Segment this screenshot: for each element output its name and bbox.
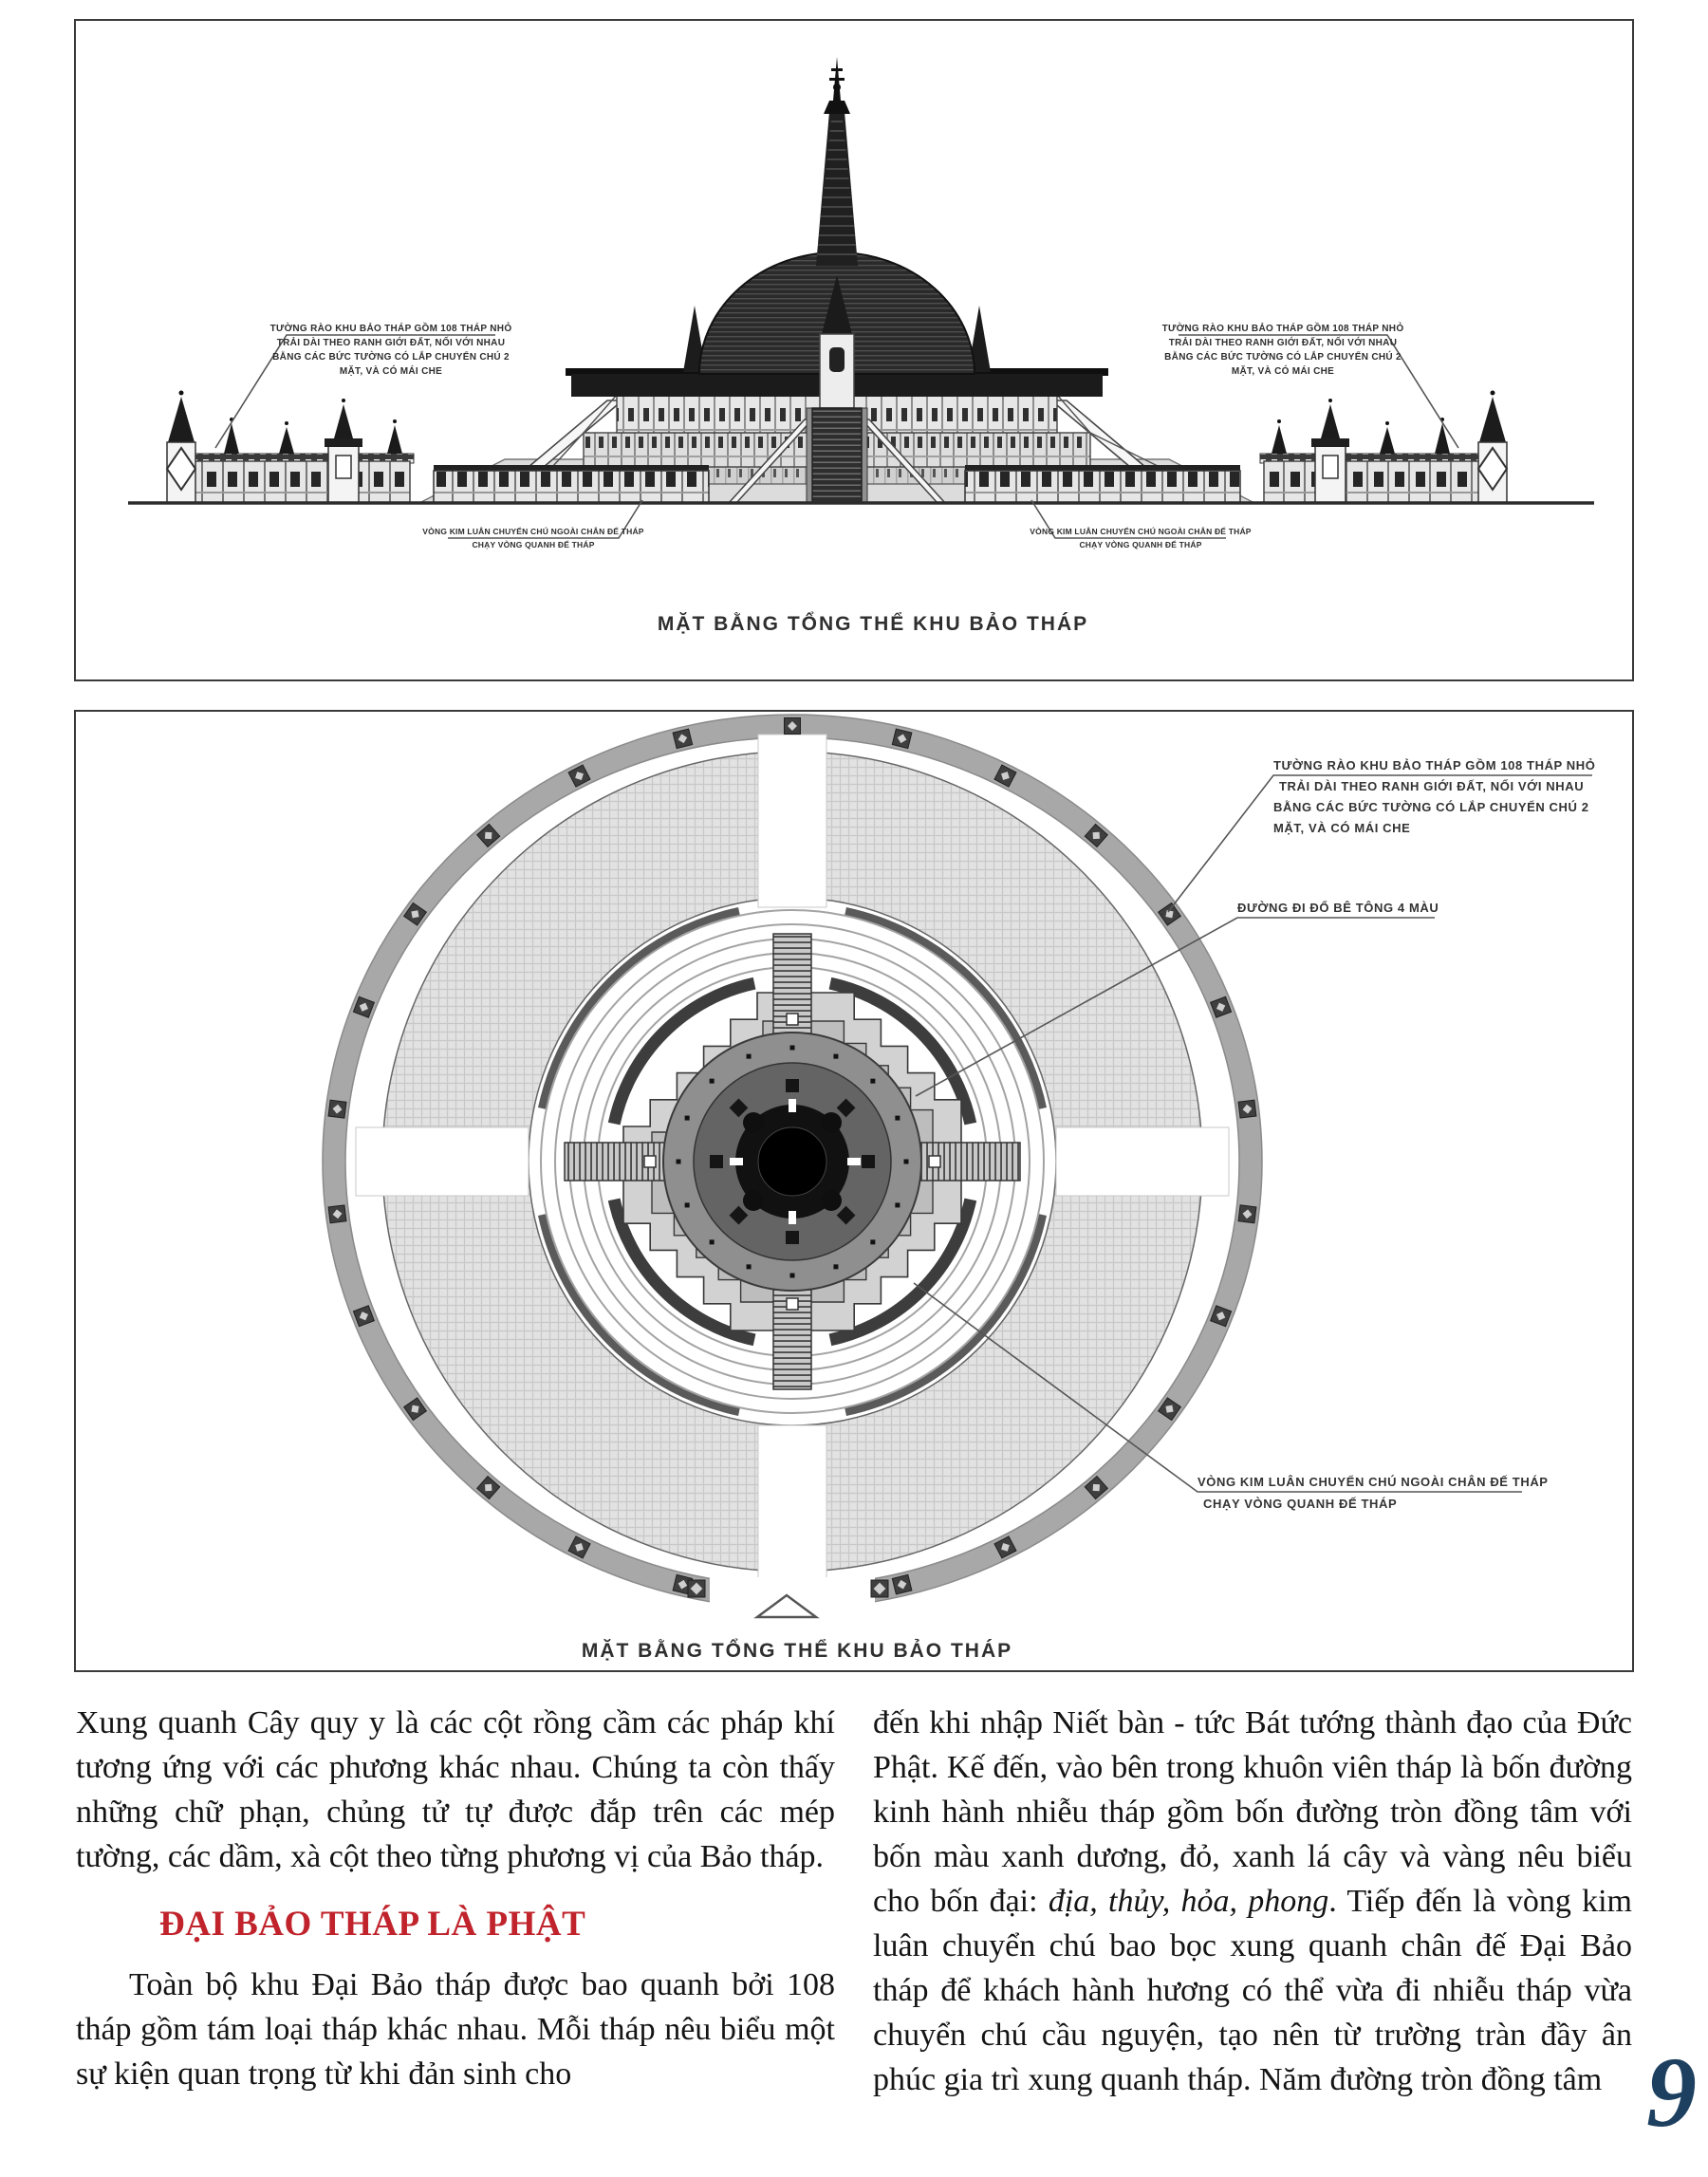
note-line: CHẠY VÒNG QUANH ĐẾ THÁP xyxy=(1203,1497,1398,1511)
north-walkway xyxy=(758,735,826,907)
right-text-column xyxy=(873,1701,1632,2102)
note-line: MẶT, VÀ CÓ MÁI CHE xyxy=(1231,366,1335,377)
note-line: TRẢI DÀI THEO RANH GIỚI ĐẤT, NỐI VỚI NHAU xyxy=(1168,338,1398,348)
paragraph xyxy=(873,1701,1632,2102)
fence-annotation-right xyxy=(1162,322,1458,448)
note-line: ĐƯỜNG ĐI ĐỔ BÊ TÔNG 4 MÀU xyxy=(1237,901,1439,915)
page-number: 9 xyxy=(1646,2037,1697,2148)
left-text-column xyxy=(76,1701,835,2096)
note-line: BẰNG CÁC BỨC TƯỜNG CÓ LẮP CHUYỂN CHÚ 2 xyxy=(1273,800,1589,814)
note-line: VÒNG KIM LUÂN CHUYỂN CHÚ NGOÀI CHÂN ĐẾ THÁP xyxy=(1030,527,1252,536)
plan-caption: MẶT BẰNG TỔNG THỂ KHU BẢO THÁP xyxy=(581,1640,1013,1662)
ring-annotation-left xyxy=(422,500,644,549)
paragraph: Xung quanh Cây quy y là các cột rồng cầm các pháp khí tương ứng với các phương khác nhau. Chúng ta còn thấy những chữ phạn, chủng tử tự được đắp trên các mép tường, các dầm, xà cột theo từng phương vị của Bảo tháp. xyxy=(76,1705,835,1874)
finial-orb xyxy=(833,84,841,91)
note-line: CHẠY VÒNG QUANH ĐẾ THÁP xyxy=(472,540,595,549)
note-line: MẶT, VÀ CÓ MÁI CHE xyxy=(1273,821,1411,835)
south-walkway xyxy=(758,1425,826,1598)
note-line: TRẢI DÀI THEO RANH GIỚI ĐẤT, NỐI VỚI NHAU xyxy=(276,338,506,348)
fence-annotation xyxy=(1168,758,1596,912)
note-line: TƯỜNG RÀO KHU BẢO THÁP GỒM 108 THÁP NHỎ xyxy=(1273,758,1596,772)
note-line: BẰNG CÁC BỨC TƯỜNG CÓ LẮP CHUYỂN CHÚ 2 xyxy=(272,352,510,363)
note-line: CHẠY VÒNG QUANH ĐẾ THÁP xyxy=(1079,540,1202,549)
italic-text-run: địa, thủy, hỏa, phong xyxy=(1048,1884,1329,1919)
paragraph: Toàn bộ khu Đại Bảo tháp được bao quanh bởi 108 tháp gồm tám loại tháp khác nhau. Mỗi tháp nêu biểu một sự kiện quan trọng từ khi đản sinh cho xyxy=(76,1967,835,2092)
note-line: MẶT, VÀ CÓ MÁI CHE xyxy=(339,366,443,377)
note-line: TƯỜNG RÀO KHU BẢO THÁP GỒM 108 THÁP NHỎ xyxy=(1161,324,1404,334)
section-heading: ĐẠI BẢO THÁP LÀ PHẬT xyxy=(159,1905,586,1944)
porch-niche xyxy=(829,347,845,372)
east-walkway xyxy=(1056,1127,1229,1196)
spire xyxy=(816,101,858,266)
note-line: TRẢI DÀI THEO RANH GIỚI ĐẤT, NỐI VỚI NHAU xyxy=(1279,779,1585,793)
fence-annotation-left xyxy=(215,322,511,448)
site-plan-figure xyxy=(74,710,1634,1672)
elevation-drawing xyxy=(76,21,1632,679)
note-line: TƯỜNG RÀO KHU BẢO THÁP GỒM 108 THÁP NHỎ xyxy=(269,324,512,334)
west-walkway xyxy=(356,1127,529,1196)
grand-staircase xyxy=(812,408,862,503)
ring-annotation-right xyxy=(1030,500,1252,549)
elevation-figure xyxy=(74,19,1634,681)
note-line: VÒNG KIM LUÂN CHUYỂN CHÚ NGOÀI CHÂN ĐẾ THÁP xyxy=(1197,1475,1549,1489)
elevation-caption: MẶT BẰNG TỔNG THỂ KHU BẢO THÁP xyxy=(657,613,1089,635)
note-line: BẰNG CÁC BỨC TƯỜNG CÓ LẮP CHUYỂN CHÚ 2 xyxy=(1164,352,1402,363)
site-plan-drawing xyxy=(76,712,1632,1670)
entrance xyxy=(688,1577,888,1619)
text-run: . Tiếp đến là vòng kim luân chuyển chú bao bọc xung quanh chân đế Đại Bảo tháp để khách hành hương có thể vừa đi nhiễu tháp vừa chuyển chú cầu nguyện, tạo nên từ trường tràn đầy ân phúc gia trì xung quanh tháp. Năm đường tròn đồng tâm xyxy=(873,1884,1632,2097)
note-line: VÒNG KIM LUÂN CHUYỂN CHÚ NGOÀI CHÂN ĐẾ THÁP xyxy=(422,527,644,536)
text-run: đến khi nhập Niết bàn - tức Bát tướng thành đạo của Đức Phật. Kế đến, vào bên trong khuôn viên tháp là bốn đường kinh hành nhiễu tháp gồm bốn đường tròn đồng tâm với bốn màu xanh dương, đỏ, xanh lá cây và vàng nêu biểu cho bốn đại: xyxy=(873,1705,1632,1919)
